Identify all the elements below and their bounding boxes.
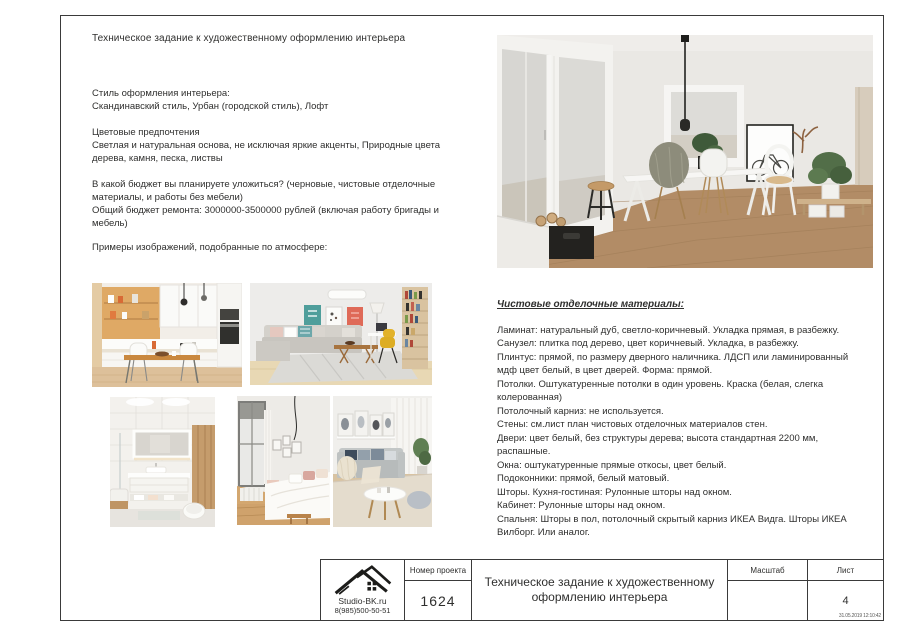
- materials-heading: Чистовые отделочные материалы:: [497, 299, 684, 310]
- living-room-2-example-photo: [333, 396, 432, 527]
- living-room-2-photo-illustration: [333, 396, 432, 527]
- materials-list: [497, 324, 869, 540]
- kitchen-photo-illustration: [92, 283, 242, 387]
- materials-item: Ламинат: натуральный дуб, светло-коричневый. Укладка прямая, в разбежку.: [497, 324, 840, 336]
- title-block-title: Техническое задание к художественному оформлению интерьера: [472, 560, 728, 620]
- materials-item: Спальня: Шторы в пол, потолочный скрытый карниз ИКЕА Видга. Шторы ИКЕА Вилборг. Или аналог.: [497, 513, 847, 538]
- bathroom-photo-illustration: [110, 397, 215, 527]
- budget-section: [92, 178, 444, 254]
- materials-item: Санузел: плитка под дерево, цвет коричневый. Укладка, в разбежку.: [497, 338, 799, 349]
- sheet-label: Лист: [808, 560, 883, 581]
- materials-item: Подоконники: прямой, белый матовый.: [497, 473, 670, 484]
- materials-item: Потолочный карниз: не используется.: [497, 405, 664, 417]
- studio-bk-logo-icon: [332, 565, 394, 595]
- print-stamp: 31.05.2019 12:10:42: [838, 613, 881, 619]
- bedroom-photo-illustration: [237, 396, 330, 525]
- page-title: Техническое задание к художественному оформлению интерьера: [92, 33, 406, 44]
- materials-item: Потолки. Оштукатуренные потолки в один уровень. Краска (белая, слегка колерованная): [497, 378, 824, 403]
- living-room-photo-illustration: [250, 283, 432, 385]
- title-block-logo-cell: [321, 560, 405, 620]
- project-number-label: Номер проекта: [405, 560, 472, 581]
- sheet-value-cell: [808, 581, 883, 620]
- kitchen-example-photo: [92, 283, 242, 387]
- brief-text-column: [92, 87, 444, 254]
- materials-item: Кабинет: Рулонные шторы над окном.: [497, 500, 666, 511]
- living-room-example-photo: [250, 283, 432, 385]
- examples-label: Примеры изображений, подобранные по атмосфере:: [92, 242, 328, 253]
- materials-section: [497, 298, 869, 540]
- style-value: Скандинавский стиль, Урбан (городской стиль), Лофт: [92, 101, 329, 112]
- color-preferences-section: [92, 126, 444, 165]
- bedroom-example-photo: [237, 396, 330, 525]
- scale-label: Масштаб: [728, 560, 808, 581]
- studio-site: Studio-BK.ru: [338, 596, 387, 606]
- style-section: [92, 87, 444, 113]
- title-block: [320, 559, 884, 621]
- bathroom-example-photo: [110, 397, 215, 527]
- scale-value: [728, 581, 808, 620]
- hero-interior-photo: [497, 35, 873, 268]
- style-label: Стиль оформления интерьера:: [92, 88, 230, 99]
- hero-photo-illustration: [497, 35, 873, 268]
- materials-item: Плинтус: прямой, по размеру дверного наличника. ЛДСП или ламинированный мдф цвет белый, в цвет дверей. Форма: прямой.: [497, 351, 849, 376]
- materials-item: Стены: см.лист план чистовых отделочных материалов стен.: [497, 419, 768, 430]
- budget-answer: Общий бюджет ремонта: 3000000-3500000 рублей (включая работу бригады и мебель): [92, 205, 439, 229]
- materials-item: Двери: цвет белый, без структуры дерева; высота стандартная 2200 мм, распашные.: [497, 432, 819, 457]
- project-number-value: 1624: [405, 581, 472, 620]
- studio-phone: 8(985)500-50-51: [334, 606, 391, 615]
- materials-item: Шторы. Кухня-гостиная: Рулонные шторы над окном.: [497, 486, 732, 498]
- color-preferences-label: Цветовые предпочтения: [92, 127, 200, 138]
- sheet-number: 4: [842, 594, 849, 607]
- color-preferences-value: Светлая и натуральная основа, не исключая яркие акценты, Природные цвета дерева, камня, песка, листвы: [92, 140, 441, 164]
- materials-item: Окна: оштукатуренные прямые откосы, цвет белый.: [497, 459, 727, 471]
- budget-question: В какой бюджет вы планируете уложиться? (черновые, чистовые отделочные материалы, и работы без мебели): [92, 179, 436, 203]
